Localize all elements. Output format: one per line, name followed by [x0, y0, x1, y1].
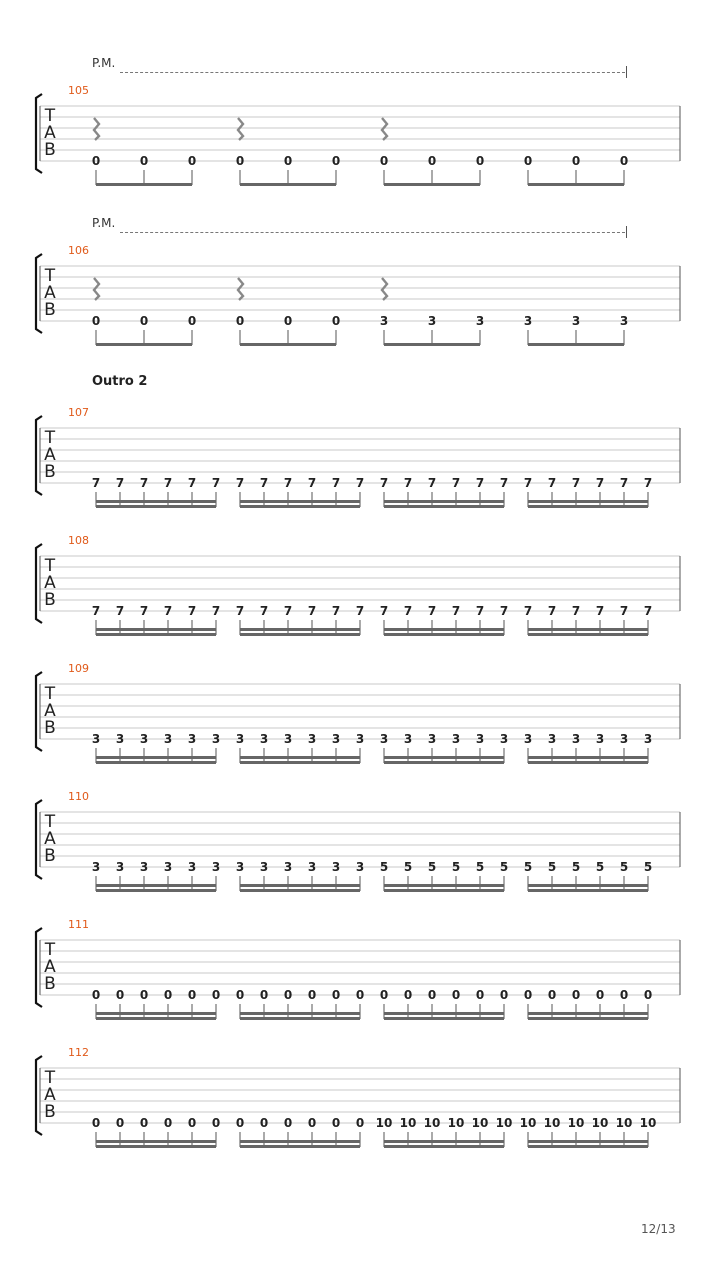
fret-number: 0 — [475, 154, 485, 168]
fret-number: 7 — [379, 476, 389, 490]
fret-number: 10 — [639, 1116, 657, 1130]
fret-number: 0 — [187, 988, 197, 1002]
fret-number: 7 — [163, 476, 173, 490]
fret-number: 0 — [427, 988, 437, 1002]
fret-number: 3 — [259, 732, 269, 746]
fret-number: 10 — [375, 1116, 393, 1130]
fret-number: 3 — [571, 314, 581, 328]
fret-number: 0 — [115, 988, 125, 1002]
beam — [528, 761, 648, 764]
fret-number: 0 — [355, 988, 365, 1002]
beam — [96, 343, 192, 346]
fret-number: 7 — [547, 476, 557, 490]
beam — [240, 889, 360, 892]
fret-number: 0 — [235, 154, 245, 168]
fret-number: 5 — [571, 860, 581, 874]
fret-number: 7 — [451, 476, 461, 490]
fret-number: 0 — [475, 988, 485, 1002]
fret-number: 3 — [139, 860, 149, 874]
fret-number: 5 — [403, 860, 413, 874]
fret-number: 0 — [91, 1116, 101, 1130]
fret-number: 3 — [211, 860, 221, 874]
fret-number: 0 — [523, 988, 533, 1002]
beam — [384, 505, 504, 508]
tab-letter-b: B — [44, 300, 56, 320]
beam — [384, 1145, 504, 1148]
fret-number: 3 — [499, 732, 509, 746]
beam — [240, 761, 360, 764]
beam — [240, 628, 360, 631]
fret-number: 3 — [379, 732, 389, 746]
fret-number: 0 — [523, 154, 533, 168]
fret-number: 3 — [307, 732, 317, 746]
fret-number: 5 — [619, 860, 629, 874]
measure-number: 106 — [68, 244, 89, 257]
measure-number: 105 — [68, 84, 89, 97]
fret-number: 3 — [451, 732, 461, 746]
fret-number: 3 — [139, 732, 149, 746]
fret-number: 7 — [211, 476, 221, 490]
fret-number: 0 — [115, 1116, 125, 1130]
fret-number: 7 — [259, 604, 269, 618]
page-number: 12/13 — [641, 1222, 676, 1236]
beam — [96, 761, 216, 764]
beam — [240, 756, 360, 759]
fret-number: 5 — [451, 860, 461, 874]
beam — [528, 633, 648, 636]
fret-number: 7 — [475, 604, 485, 618]
beam — [240, 884, 360, 887]
fret-number: 3 — [331, 860, 341, 874]
fret-number: 0 — [283, 988, 293, 1002]
beam — [528, 1140, 648, 1143]
fret-number: 7 — [235, 604, 245, 618]
fret-number: 7 — [187, 476, 197, 490]
beam — [96, 633, 216, 636]
fret-number: 0 — [547, 988, 557, 1002]
measure-number: 112 — [68, 1046, 89, 1059]
fret-number: 3 — [163, 860, 173, 874]
fret-number: 0 — [163, 1116, 173, 1130]
beam — [528, 756, 648, 759]
tab-letter-t: T — [44, 684, 56, 704]
fret-number: 7 — [571, 476, 581, 490]
beam — [96, 889, 216, 892]
fret-number: 0 — [139, 314, 149, 328]
tab-letter-b: B — [44, 462, 56, 482]
fret-number: 0 — [283, 314, 293, 328]
fret-number: 3 — [547, 732, 557, 746]
fret-number: 7 — [475, 476, 485, 490]
fret-number: 0 — [403, 988, 413, 1002]
fret-number: 3 — [475, 314, 485, 328]
tab-letter-b: B — [44, 718, 56, 738]
fret-number: 3 — [115, 860, 125, 874]
beam — [384, 628, 504, 631]
tab-letter-a: A — [44, 445, 56, 465]
fret-number: 3 — [619, 732, 629, 746]
fret-number: 5 — [523, 860, 533, 874]
beam — [240, 1012, 360, 1015]
measure-number: 111 — [68, 918, 89, 931]
beam — [96, 505, 216, 508]
fret-number: 3 — [283, 860, 293, 874]
beam — [384, 500, 504, 503]
fret-number: 0 — [379, 988, 389, 1002]
fret-number: 0 — [331, 988, 341, 1002]
fret-number: 7 — [163, 604, 173, 618]
beam — [384, 1012, 504, 1015]
beam — [240, 1017, 360, 1020]
fret-number: 3 — [523, 732, 533, 746]
fret-number: 3 — [163, 732, 173, 746]
beam — [96, 628, 216, 631]
fret-number: 3 — [403, 732, 413, 746]
fret-number: 3 — [595, 732, 605, 746]
tab-letter-b: B — [44, 1102, 56, 1122]
fret-number: 7 — [595, 476, 605, 490]
fret-number: 7 — [307, 476, 317, 490]
fret-number: 7 — [115, 604, 125, 618]
fret-number: 0 — [259, 988, 269, 1002]
tab-letter-t: T — [44, 266, 56, 286]
fret-number: 3 — [187, 732, 197, 746]
fret-number: 5 — [499, 860, 509, 874]
beam — [384, 183, 480, 186]
fret-number: 10 — [447, 1116, 465, 1130]
fret-number: 0 — [235, 988, 245, 1002]
fret-number: 3 — [307, 860, 317, 874]
beam — [528, 889, 648, 892]
rest-symbol — [238, 278, 243, 300]
fret-number: 3 — [235, 860, 245, 874]
fret-number: 10 — [399, 1116, 417, 1130]
beam — [96, 1140, 216, 1143]
tab-letter-a: A — [44, 123, 56, 143]
fret-number: 10 — [543, 1116, 561, 1130]
fret-number: 0 — [571, 154, 581, 168]
tab-letter-t: T — [44, 106, 56, 126]
beam — [384, 1140, 504, 1143]
beam — [528, 500, 648, 503]
fret-number: 0 — [307, 988, 317, 1002]
fret-number: 7 — [619, 476, 629, 490]
tab-letter-b: B — [44, 140, 56, 160]
fret-number: 5 — [379, 860, 389, 874]
beam — [240, 343, 336, 346]
fret-number: 7 — [283, 476, 293, 490]
rest-symbol — [94, 278, 99, 300]
measure-number: 110 — [68, 790, 89, 803]
fret-number: 5 — [643, 860, 653, 874]
fret-number: 7 — [355, 604, 365, 618]
fret-number: 0 — [211, 1116, 221, 1130]
fret-number: 5 — [427, 860, 437, 874]
rest-symbol — [382, 118, 387, 140]
measure-number: 109 — [68, 662, 89, 675]
tab-letter-t: T — [44, 556, 56, 576]
beam — [384, 343, 480, 346]
fret-number: 7 — [547, 604, 557, 618]
fret-number: 5 — [595, 860, 605, 874]
rest-symbol — [238, 118, 243, 140]
fret-number: 10 — [567, 1116, 585, 1130]
fret-number: 0 — [283, 154, 293, 168]
fret-number: 3 — [283, 732, 293, 746]
fret-number: 3 — [379, 314, 389, 328]
fret-number: 3 — [571, 732, 581, 746]
fret-number: 5 — [475, 860, 485, 874]
fret-number: 7 — [523, 476, 533, 490]
fret-number: 0 — [91, 314, 101, 328]
fret-number: 7 — [235, 476, 245, 490]
fret-number: 7 — [427, 604, 437, 618]
fret-number: 0 — [331, 154, 341, 168]
tab-letter-t: T — [44, 940, 56, 960]
rest-symbol — [94, 118, 99, 140]
fret-number: 3 — [355, 860, 365, 874]
fret-number: 3 — [91, 732, 101, 746]
fret-number: 10 — [615, 1116, 633, 1130]
fret-number: 3 — [91, 860, 101, 874]
beam — [528, 1012, 648, 1015]
beam — [528, 628, 648, 631]
fret-number: 0 — [427, 154, 437, 168]
fret-number: 7 — [403, 476, 413, 490]
rest-symbol — [382, 278, 387, 300]
fret-number: 7 — [283, 604, 293, 618]
fret-number: 7 — [307, 604, 317, 618]
fret-number: 0 — [163, 988, 173, 1002]
beam — [384, 633, 504, 636]
fret-number: 0 — [91, 154, 101, 168]
fret-number: 3 — [619, 314, 629, 328]
tab-letter-t: T — [44, 1068, 56, 1088]
tab-letter-a: A — [44, 1085, 56, 1105]
fret-number: 7 — [427, 476, 437, 490]
fret-number: 7 — [211, 604, 221, 618]
fret-number: 7 — [451, 604, 461, 618]
fret-number: 7 — [643, 476, 653, 490]
fret-number: 0 — [187, 154, 197, 168]
beam — [96, 1145, 216, 1148]
fret-number: 7 — [379, 604, 389, 618]
fret-number: 7 — [331, 604, 341, 618]
fret-number: 0 — [379, 154, 389, 168]
fret-number: 3 — [427, 314, 437, 328]
fret-number: 3 — [235, 732, 245, 746]
fret-number: 3 — [355, 732, 365, 746]
fret-number: 0 — [595, 988, 605, 1002]
fret-number: 7 — [643, 604, 653, 618]
fret-number: 0 — [307, 1116, 317, 1130]
measure-number: 107 — [68, 406, 89, 419]
fret-number: 0 — [499, 988, 509, 1002]
fret-number: 0 — [187, 1116, 197, 1130]
fret-number: 3 — [259, 860, 269, 874]
tab-letter-b: B — [44, 974, 56, 994]
fret-number: 0 — [331, 1116, 341, 1130]
beam — [96, 1012, 216, 1015]
beam — [240, 505, 360, 508]
beam — [96, 500, 216, 503]
fret-number: 0 — [235, 314, 245, 328]
fret-number: 0 — [619, 154, 629, 168]
fret-number: 10 — [471, 1116, 489, 1130]
fret-number: 0 — [139, 988, 149, 1002]
beam — [240, 633, 360, 636]
beam — [528, 1145, 648, 1148]
fret-number: 3 — [331, 732, 341, 746]
fret-number: 0 — [139, 154, 149, 168]
fret-number: 7 — [403, 604, 413, 618]
fret-number: 7 — [499, 604, 509, 618]
fret-number: 7 — [499, 476, 509, 490]
fret-number: 0 — [331, 314, 341, 328]
fret-number: 7 — [331, 476, 341, 490]
fret-number: 10 — [423, 1116, 441, 1130]
fret-number: 7 — [595, 604, 605, 618]
fret-number: 0 — [355, 1116, 365, 1130]
tab-letter-b: B — [44, 590, 56, 610]
fret-number: 3 — [523, 314, 533, 328]
fret-number: 0 — [571, 988, 581, 1002]
beam — [528, 343, 624, 346]
fret-number: 3 — [475, 732, 485, 746]
section-title: Outro 2 — [92, 374, 148, 389]
fret-number: 0 — [283, 1116, 293, 1130]
fret-number: 3 — [211, 732, 221, 746]
fret-number: 10 — [519, 1116, 537, 1130]
fret-number: 7 — [355, 476, 365, 490]
fret-number: 0 — [91, 988, 101, 1002]
fret-number: 0 — [211, 988, 221, 1002]
fret-number: 0 — [259, 1116, 269, 1130]
beam — [528, 505, 648, 508]
palm-mute-label: P.M. — [92, 56, 116, 70]
fret-number: 3 — [187, 860, 197, 874]
fret-number: 7 — [91, 604, 101, 618]
beam — [528, 183, 624, 186]
fret-number: 7 — [523, 604, 533, 618]
fret-number: 3 — [643, 732, 653, 746]
fret-number: 3 — [427, 732, 437, 746]
tab-letter-a: A — [44, 957, 56, 977]
tab-letter-a: A — [44, 573, 56, 593]
beam — [96, 183, 192, 186]
fret-number: 7 — [139, 604, 149, 618]
fret-number: 5 — [547, 860, 557, 874]
fret-number: 0 — [451, 988, 461, 1002]
beam — [528, 884, 648, 887]
fret-number: 0 — [139, 1116, 149, 1130]
fret-number: 7 — [91, 476, 101, 490]
fret-number: 7 — [259, 476, 269, 490]
fret-number: 7 — [571, 604, 581, 618]
beam — [96, 1017, 216, 1020]
beam — [384, 761, 504, 764]
fret-number: 7 — [187, 604, 197, 618]
fret-number: 7 — [619, 604, 629, 618]
beam — [240, 500, 360, 503]
tab-letter-a: A — [44, 283, 56, 303]
fret-number: 0 — [643, 988, 653, 1002]
palm-mute-label: P.M. — [92, 216, 116, 230]
beam — [384, 1017, 504, 1020]
fret-number: 3 — [115, 732, 125, 746]
tab-letter-b: B — [44, 846, 56, 866]
fret-number: 7 — [115, 476, 125, 490]
beam — [240, 183, 336, 186]
beam — [384, 889, 504, 892]
fret-number: 10 — [591, 1116, 609, 1130]
tab-letter-a: A — [44, 701, 56, 721]
beam — [384, 756, 504, 759]
fret-number: 0 — [619, 988, 629, 1002]
beam — [240, 1140, 360, 1143]
beam — [96, 756, 216, 759]
beam — [240, 1145, 360, 1148]
tab-letter-t: T — [44, 428, 56, 448]
fret-number: 7 — [139, 476, 149, 490]
beam — [528, 1017, 648, 1020]
fret-number: 0 — [187, 314, 197, 328]
measure-number: 108 — [68, 534, 89, 547]
tab-letter-a: A — [44, 829, 56, 849]
beam — [96, 884, 216, 887]
beam — [384, 884, 504, 887]
fret-number: 0 — [235, 1116, 245, 1130]
tab-letter-t: T — [44, 812, 56, 832]
fret-number: 10 — [495, 1116, 513, 1130]
